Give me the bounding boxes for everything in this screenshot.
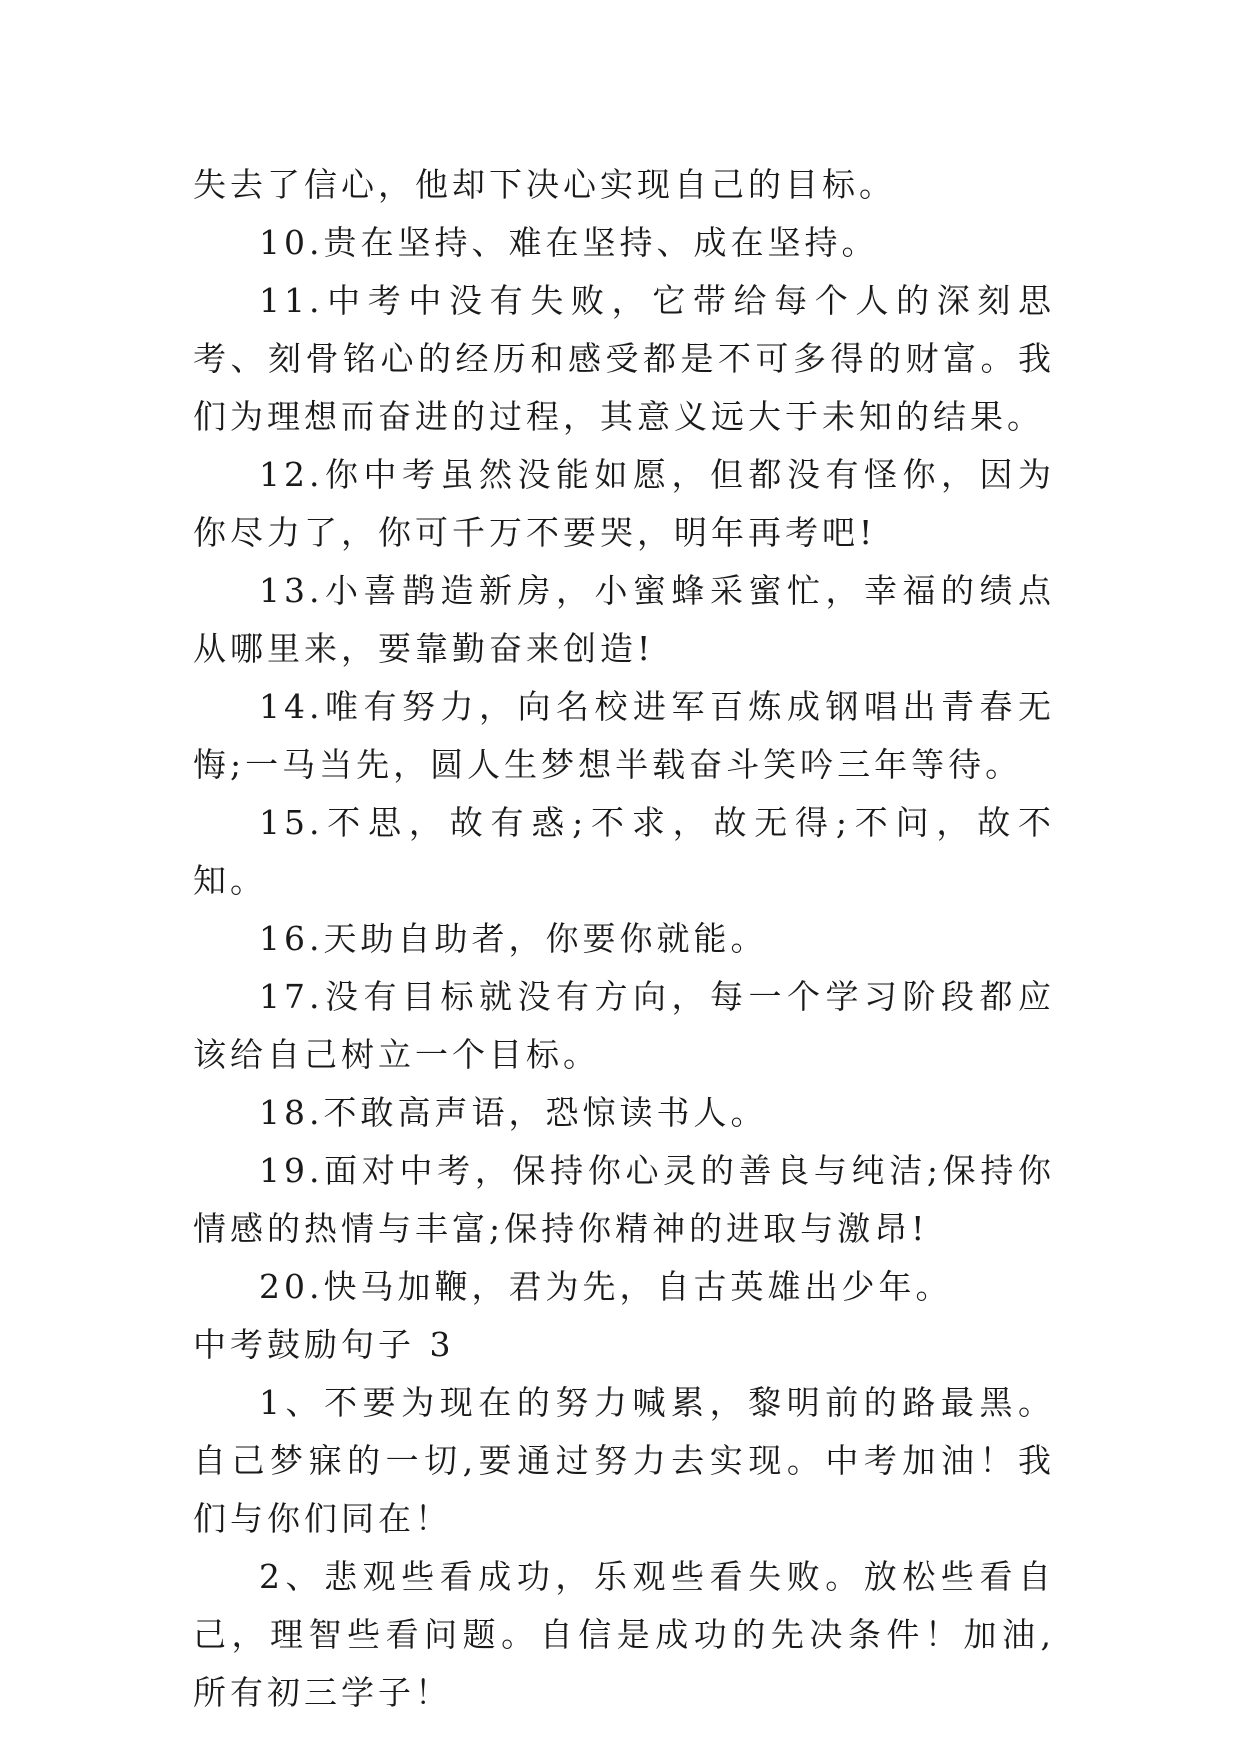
paragraph: 19.面对中考，保持你心灵的善良与纯洁;保持你情感的热情与丰富;保持你精神的进取与激昂! [193, 1151, 1055, 1248]
document-body [193, 156, 1055, 1722]
paragraph: 20.快马加鞭，君为先，自古英雄出少年。 [259, 1267, 953, 1306]
paragraph: 10.贵在坚持、难在坚持、成在坚持。 [259, 223, 879, 262]
paragraph: 11.中考中没有失败，它带给每个人的深刻思考、刻骨铭心的经历和感受都是不可多得的财富。我们为理想而奋进的过程，其意义远大于未知的结果。 [193, 281, 1055, 436]
paragraph: 17.没有目标就没有方向，每一个学习阶段都应该给自己树立一个目标。 [193, 977, 1055, 1074]
paragraph: 1、不要为现在的努力喊累，黎明前的路最黑。自己梦寐的一切,要通过努力去实现。中考加油！我们与你们同在！ [193, 1383, 1055, 1538]
paragraph: 16.天助自助者，你要你就能。 [259, 919, 768, 958]
paragraph: 12.你中考虽然没能如愿，但都没有怪你，因为你尽力了，你可千万不要哭，明年再考吧! [193, 455, 1055, 552]
paragraph: 18.不敢高声语，恐惊读书人。 [259, 1093, 768, 1132]
paragraph: 2、悲观些看成功，乐观些看失败。放松些看自己，理智些看问题。自信是成功的先决条件！加油,所有初三学子！ [193, 1557, 1055, 1712]
section-heading: 中考鼓励句子 3 [193, 1325, 455, 1364]
paragraph: 15.不思，故有惑;不求，故无得;不问，故不知。 [193, 803, 1055, 900]
paragraph: 14.唯有努力，向名校进军百炼成钢唱出青春无悔;一马当先，圆人生梦想半载奋斗笑吟三年等待。 [193, 687, 1055, 784]
paragraph: 13.小喜鹊造新房，小蜜蜂采蜜忙，幸福的绩点从哪里来，要靠勤奋来创造! [193, 571, 1055, 668]
paragraph: 失去了信心，他却下决心实现自己的目标。 [193, 165, 896, 204]
